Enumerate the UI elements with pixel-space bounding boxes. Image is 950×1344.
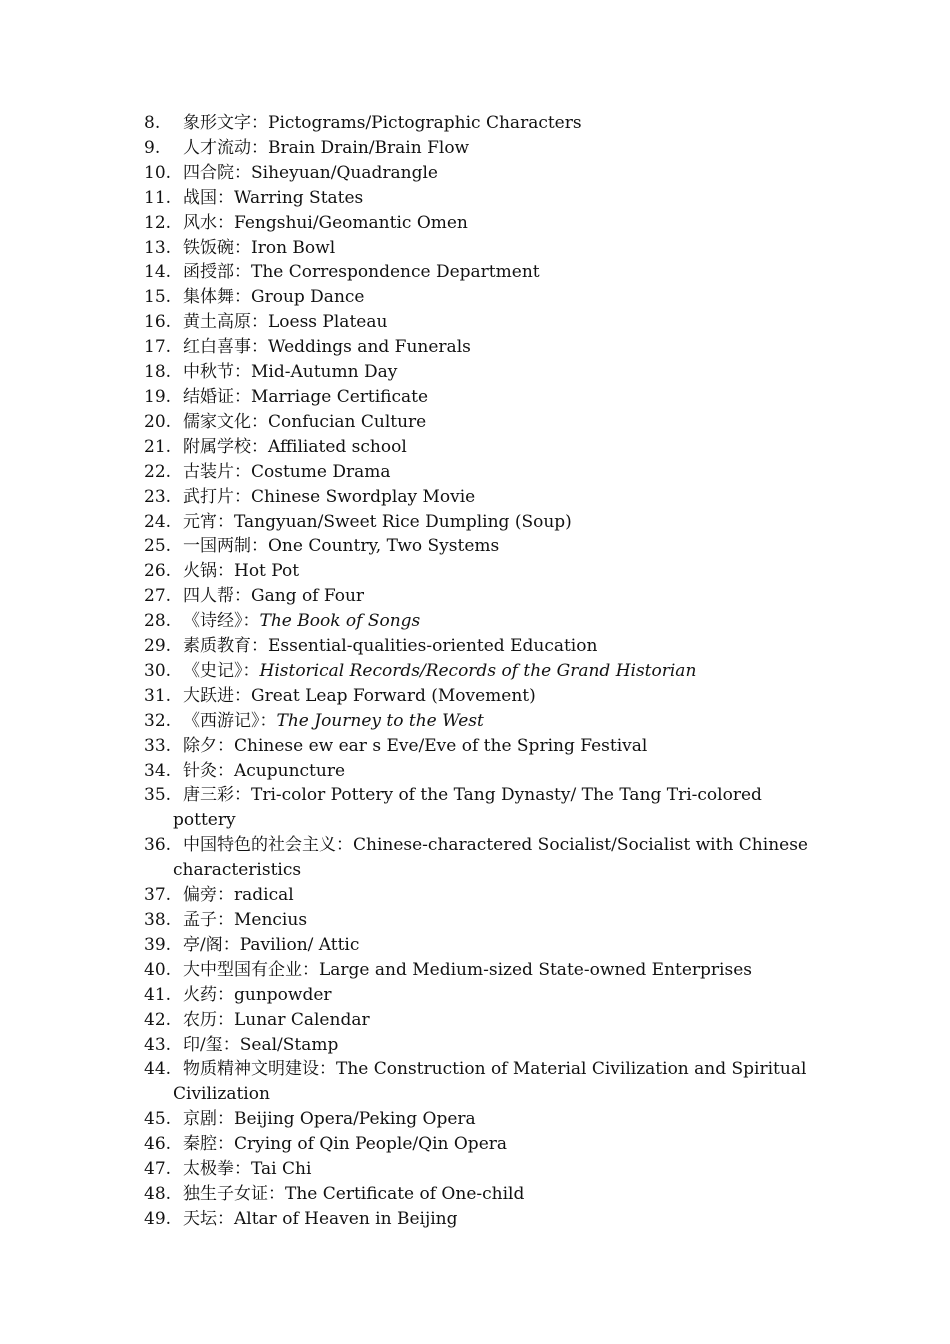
item-number: 27.	[144, 586, 172, 607]
item-number: 33.	[144, 735, 172, 756]
item-number: 11.	[144, 187, 172, 208]
item-number: 26.	[144, 561, 172, 582]
english-translation: Group Dance	[251, 287, 365, 308]
list-item	[144, 186, 824, 211]
english-translation: Confucian Culture	[268, 411, 427, 432]
list-item	[144, 684, 824, 709]
english-translation: The Book of Songs	[259, 611, 421, 632]
item-number: 40.	[144, 959, 172, 980]
list-item	[144, 211, 824, 236]
list-item	[144, 1132, 824, 1157]
chinese-term: 唐三彩：	[183, 785, 251, 806]
list-item	[144, 1057, 824, 1107]
english-translation: Essential-qualities-oriented Education	[268, 636, 598, 657]
chinese-term: 人才流动：	[183, 137, 268, 158]
item-number: 10.	[144, 162, 172, 183]
item-number: 22.	[144, 461, 172, 482]
chinese-term: 中秋节：	[183, 362, 251, 383]
chinese-term: 结婚证：	[183, 386, 251, 407]
chinese-term: 象形文字：	[183, 113, 268, 133]
list-item	[144, 908, 824, 933]
list-item	[144, 1008, 824, 1033]
english-translation: Costume Drama	[251, 461, 391, 482]
list-item	[144, 634, 824, 659]
chinese-term: 京剧：	[183, 1109, 234, 1130]
chinese-term: 除夕：	[183, 735, 234, 756]
english-translation: Tangyuan/Sweet Rice Dumpling (Soup)	[234, 511, 572, 532]
item-number: 21.	[144, 436, 172, 457]
english-translation: Mid-Autumn Day	[251, 362, 398, 383]
english-translation: Crying of Qin People/Qin Opera	[234, 1134, 508, 1155]
item-number: 42.	[144, 1009, 172, 1030]
list-item	[144, 485, 824, 510]
english-translation: Lunar Calendar	[234, 1009, 370, 1030]
list-item	[144, 734, 824, 759]
chinese-term: 独生子女证：	[183, 1183, 285, 1204]
item-number: 9.	[144, 137, 161, 158]
glossary-list	[144, 111, 824, 1232]
chinese-term: 战国：	[183, 187, 234, 208]
list-item	[144, 659, 824, 684]
chinese-term: 古装片：	[183, 461, 251, 482]
list-item	[144, 260, 824, 285]
chinese-term: 针灸：	[183, 760, 234, 781]
list-item	[144, 783, 824, 833]
chinese-term: 偏旁：	[183, 885, 234, 906]
english-translation: Affiliated school	[268, 436, 407, 457]
list-item	[144, 1157, 824, 1182]
list-item	[144, 709, 824, 734]
english-translation: Beijing Opera/Peking Opera	[234, 1109, 476, 1130]
list-item	[144, 410, 824, 435]
item-number: 41.	[144, 984, 172, 1005]
item-number: 24.	[144, 511, 172, 532]
chinese-term: 农历：	[183, 1009, 234, 1030]
chinese-term: 附属学校：	[183, 436, 268, 457]
list-item	[144, 435, 824, 460]
chinese-term: 四合院：	[183, 162, 251, 183]
english-translation: Chinese-charactered Socialist/Socialist with Chinese characteristics	[173, 835, 808, 881]
chinese-term: 孟子：	[183, 910, 234, 930]
english-translation: The Construction of Material Civilization and Spiritual Civilization	[173, 1059, 807, 1105]
item-number: 12.	[144, 212, 172, 233]
item-number: 25.	[144, 536, 172, 557]
item-number: 38.	[144, 910, 172, 930]
list-item	[144, 983, 824, 1008]
item-number: 47.	[144, 1159, 172, 1180]
chinese-term: 火锅：	[183, 561, 234, 582]
english-translation: Gang of Four	[251, 586, 365, 607]
english-translation: Seal/Stamp	[239, 1034, 339, 1055]
item-number: 31.	[144, 685, 172, 706]
list-item	[144, 360, 824, 385]
english-translation: Brain Drain/Brain Flow	[268, 137, 470, 158]
list-item	[144, 1107, 824, 1132]
chinese-term: 中国特色的社会主义：	[183, 835, 353, 856]
english-translation: Warring States	[234, 187, 364, 208]
item-number: 15.	[144, 287, 172, 308]
list-item	[144, 335, 824, 360]
item-number: 17.	[144, 337, 172, 358]
chinese-term: 《西游记》：	[183, 710, 277, 731]
item-number: 29.	[144, 636, 172, 657]
english-translation: Tai Chi	[251, 1159, 312, 1180]
item-number: 45.	[144, 1109, 172, 1130]
english-translation: Weddings and Funerals	[268, 337, 471, 358]
item-number: 35.	[144, 785, 172, 806]
english-translation: gunpowder	[234, 984, 332, 1005]
list-item	[144, 236, 824, 261]
english-translation: Historical Records/Records of the Grand Historian	[259, 660, 697, 681]
item-number: 34.	[144, 760, 172, 781]
list-item	[144, 833, 824, 883]
chinese-term: 四人帮：	[183, 586, 251, 607]
list-item	[144, 883, 824, 908]
chinese-term: 铁饭碗：	[183, 237, 251, 258]
item-number: 46.	[144, 1134, 172, 1155]
english-translation: Pavilion/ Attic	[239, 934, 360, 955]
list-item	[144, 111, 824, 136]
item-number: 36.	[144, 835, 172, 856]
item-number: 39.	[144, 934, 172, 955]
list-item	[144, 136, 824, 161]
chinese-term: 秦腔：	[183, 1134, 234, 1155]
item-number: 16.	[144, 312, 172, 333]
chinese-term: 亭/阁：	[183, 934, 240, 955]
list-item	[144, 958, 824, 983]
chinese-term: 《史记》：	[183, 660, 260, 681]
list-item	[144, 510, 824, 535]
item-number: 32.	[144, 710, 172, 731]
list-item	[144, 1182, 824, 1207]
chinese-term: 印/玺：	[183, 1034, 240, 1055]
english-translation: Fengshui/Geomantic Omen	[234, 212, 468, 233]
chinese-term: 物质精神文明建设：	[183, 1059, 336, 1080]
english-translation: Chinese ew ear s Eve/Eve of the Spring Festival	[234, 735, 648, 756]
english-translation: Large and Medium-sized State-owned Enterprises	[319, 959, 752, 980]
chinese-term: 《诗经》：	[183, 611, 260, 632]
item-number: 49.	[144, 1208, 172, 1229]
chinese-term: 大中型国有企业：	[183, 959, 319, 980]
list-item	[144, 534, 824, 559]
chinese-term: 红白喜事：	[183, 337, 268, 358]
item-number: 13.	[144, 237, 172, 258]
list-item	[144, 285, 824, 310]
chinese-term: 素质教育：	[183, 636, 268, 657]
list-item	[144, 933, 824, 958]
chinese-term: 武打片：	[183, 486, 251, 507]
english-translation: Siheyuan/Quadrangle	[251, 162, 438, 183]
english-translation: Chinese Swordplay Movie	[251, 486, 476, 507]
chinese-term: 集体舞：	[183, 287, 251, 308]
chinese-term: 一国两制：	[183, 536, 268, 557]
item-number: 18.	[144, 362, 172, 383]
chinese-term: 儒家文化：	[183, 411, 268, 432]
list-item	[144, 385, 824, 410]
english-translation: Pictograms/Pictographic Characters	[268, 113, 582, 133]
list-item	[144, 609, 824, 634]
english-translation: Tri-color Pottery of the Tang Dynasty/ The Tang Tri-colored pottery	[173, 785, 762, 831]
list-item	[144, 559, 824, 584]
english-translation: Marriage Certificate	[251, 386, 429, 407]
list-item	[144, 1033, 824, 1058]
item-number: 48.	[144, 1183, 172, 1204]
english-translation: Mencius	[234, 910, 308, 930]
english-translation: The Correspondence Department	[251, 262, 540, 283]
english-translation: One Country, Two Systems	[268, 536, 500, 557]
item-number: 23.	[144, 486, 172, 507]
chinese-term: 火药：	[183, 984, 234, 1005]
english-translation: The Certificate of One-child	[285, 1183, 525, 1204]
item-number: 19.	[144, 386, 172, 407]
chinese-term: 大跃进：	[183, 685, 251, 706]
item-number: 14.	[144, 262, 172, 283]
chinese-term: 太极拳：	[183, 1159, 251, 1180]
english-translation: Loess Plateau	[268, 312, 388, 333]
english-translation: Iron Bowl	[251, 237, 336, 258]
list-item	[144, 161, 824, 186]
chinese-term: 天坛：	[183, 1208, 234, 1229]
item-number: 8.	[144, 113, 161, 133]
item-number: 20.	[144, 411, 172, 432]
list-item	[144, 460, 824, 485]
chinese-term: 黄土高原：	[183, 312, 268, 333]
item-number: 28.	[144, 611, 172, 632]
english-translation: The Journey to the West	[276, 710, 484, 731]
english-translation: radical	[234, 885, 294, 906]
chinese-term: 元宵：	[183, 511, 234, 532]
chinese-term: 函授部：	[183, 262, 251, 283]
english-translation: Acupuncture	[234, 760, 346, 781]
item-number: 43.	[144, 1034, 172, 1055]
english-translation: Great Leap Forward (Movement)	[251, 685, 536, 706]
item-number: 37.	[144, 885, 172, 906]
english-translation: Hot Pot	[234, 561, 300, 582]
item-number: 30.	[144, 660, 172, 681]
list-item	[144, 310, 824, 335]
chinese-term: 风水：	[183, 212, 234, 233]
english-translation: Altar of Heaven in Beijing	[234, 1208, 458, 1229]
list-item	[144, 1207, 824, 1232]
list-item	[144, 584, 824, 609]
list-item	[144, 759, 824, 784]
item-number: 44.	[144, 1059, 172, 1080]
